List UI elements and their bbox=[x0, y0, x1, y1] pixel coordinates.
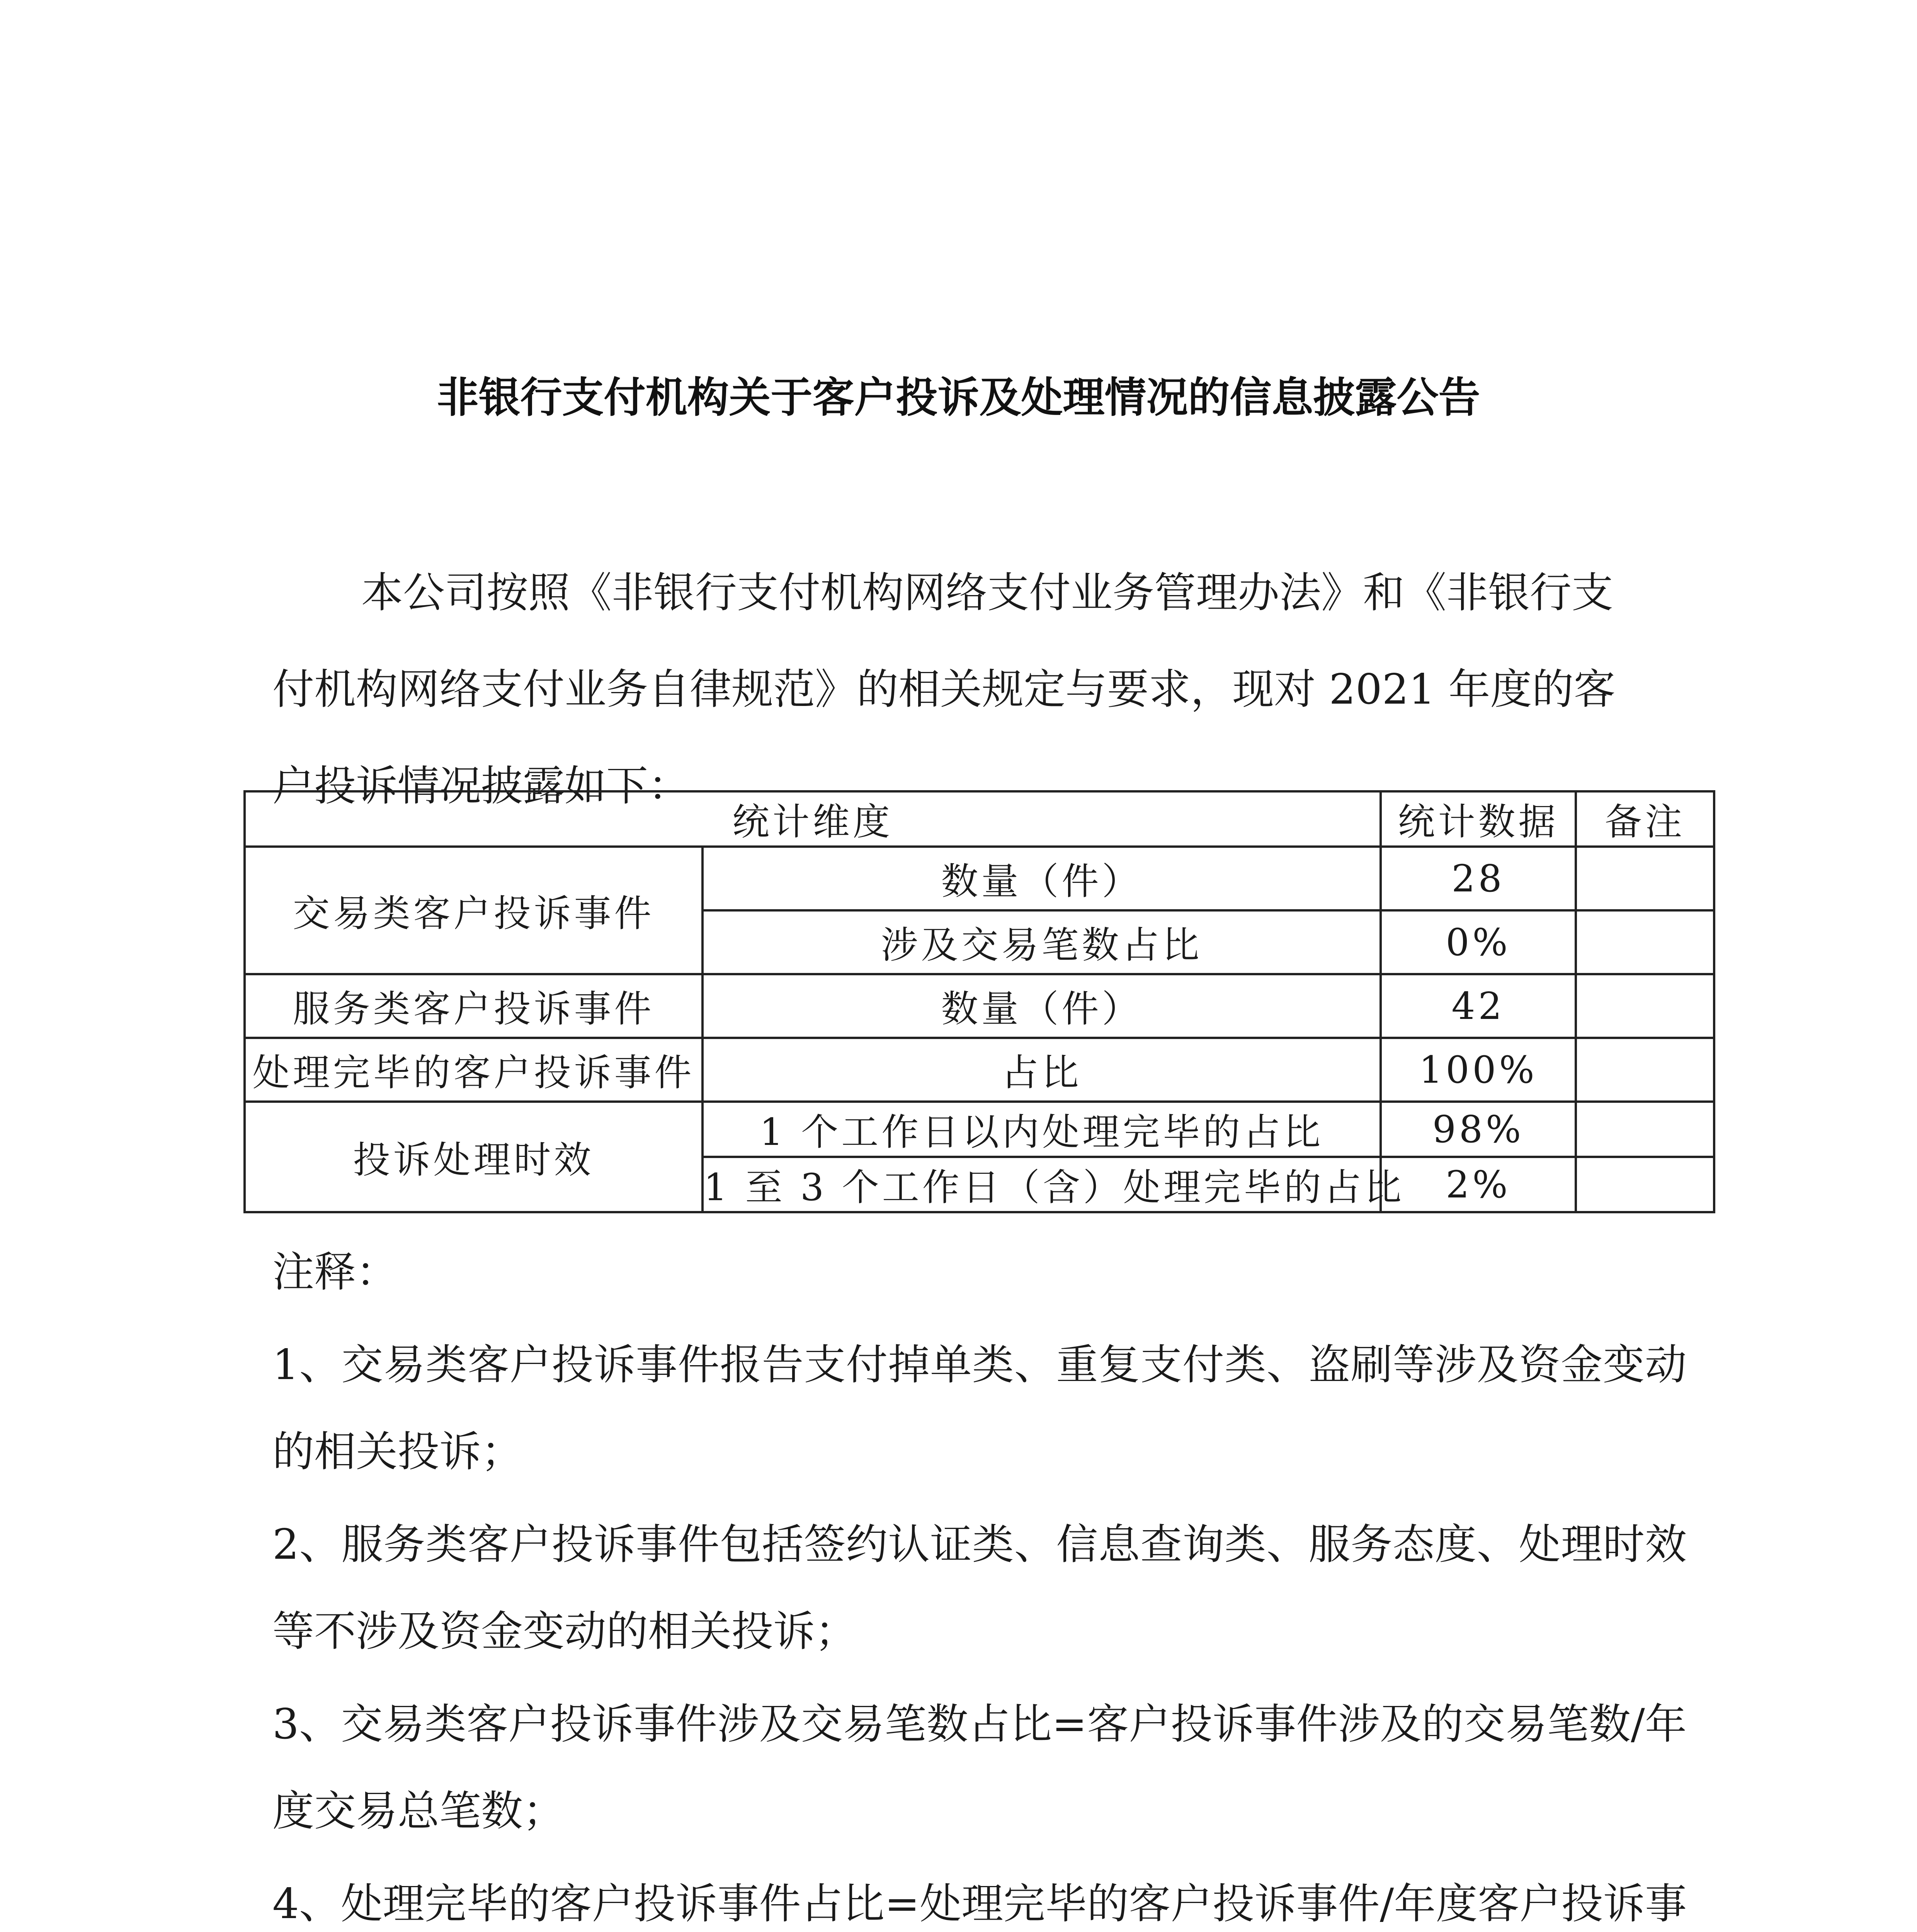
row-category: 服务类客户投诉事件 bbox=[245, 974, 703, 1038]
row-remark bbox=[1576, 1157, 1714, 1212]
row-value: 98% bbox=[1381, 1102, 1576, 1157]
table-row bbox=[245, 1038, 1714, 1102]
row-category: 投诉处理时效 bbox=[245, 1102, 703, 1212]
row-value: 100% bbox=[1381, 1038, 1576, 1102]
intro-line: 本公司按照《非银行支付机构网络支付业务管理办法》和《非银行支 bbox=[361, 569, 1614, 617]
row-value: 2% bbox=[1381, 1157, 1576, 1212]
row-item: 数量（件） bbox=[703, 974, 1381, 1038]
row-remark bbox=[1576, 1038, 1714, 1102]
complaint-statistics-table bbox=[243, 790, 1715, 1213]
table-row bbox=[245, 847, 1714, 910]
row-value: 28 bbox=[1381, 847, 1576, 910]
row-item: 1 个工作日以内处理完毕的占比 bbox=[703, 1102, 1381, 1157]
header-dimension: 统计维度 bbox=[245, 791, 1381, 847]
note-item: 2、服务类客户投诉事件包括签约认证类、信息查询类、服务态度、处理时效等不涉及资金变动的相关投诉； bbox=[272, 1520, 1687, 1656]
note-item: 1、交易类客户投诉事件报告支付掉单类、重复支付类、盗刷等涉及资金变动的相关投诉； bbox=[272, 1341, 1687, 1476]
table-header-row bbox=[245, 791, 1714, 847]
row-remark bbox=[1576, 910, 1714, 974]
row-value: 42 bbox=[1381, 974, 1576, 1038]
notes-section bbox=[272, 1229, 1687, 1932]
row-item: 占比 bbox=[703, 1038, 1381, 1102]
table-row bbox=[245, 1102, 1714, 1157]
document-title: 非银行支付机构关于客户投诉及处理情况的信息披露公告 bbox=[437, 374, 1480, 422]
header-remark: 备注 bbox=[1576, 791, 1714, 847]
row-category: 交易类客户投诉事件 bbox=[245, 847, 703, 974]
row-category: 处理完毕的客户投诉事件 bbox=[245, 1038, 703, 1102]
header-data: 统计数据 bbox=[1381, 791, 1576, 847]
row-item: 数量（件） bbox=[703, 847, 1381, 910]
intro-line: 付机构网络支付业务自律规范》的相关规定与要求，现对 2021 年度的客 bbox=[272, 665, 1616, 714]
notes-title: 注释： bbox=[272, 1248, 398, 1296]
row-remark bbox=[1576, 847, 1714, 910]
table-row bbox=[245, 974, 1714, 1038]
row-item: 涉及交易笔数占比 bbox=[703, 910, 1381, 974]
intro-line: 户投诉情况披露如下： bbox=[272, 762, 690, 810]
note-item: 4、处理完毕的客户投诉事件占比=处理完毕的客户投诉事件/年度客户投诉事 bbox=[272, 1880, 1687, 1928]
row-item: 1 至 3 个工作日（含）处理完毕的占比 bbox=[703, 1157, 1381, 1212]
note-item: 3、交易类客户投诉事件涉及交易笔数占比=客户投诉事件涉及的交易笔数/年度交易总笔数； bbox=[272, 1700, 1687, 1835]
row-remark bbox=[1576, 1102, 1714, 1157]
row-value: 0% bbox=[1381, 910, 1576, 974]
row-remark bbox=[1576, 974, 1714, 1038]
